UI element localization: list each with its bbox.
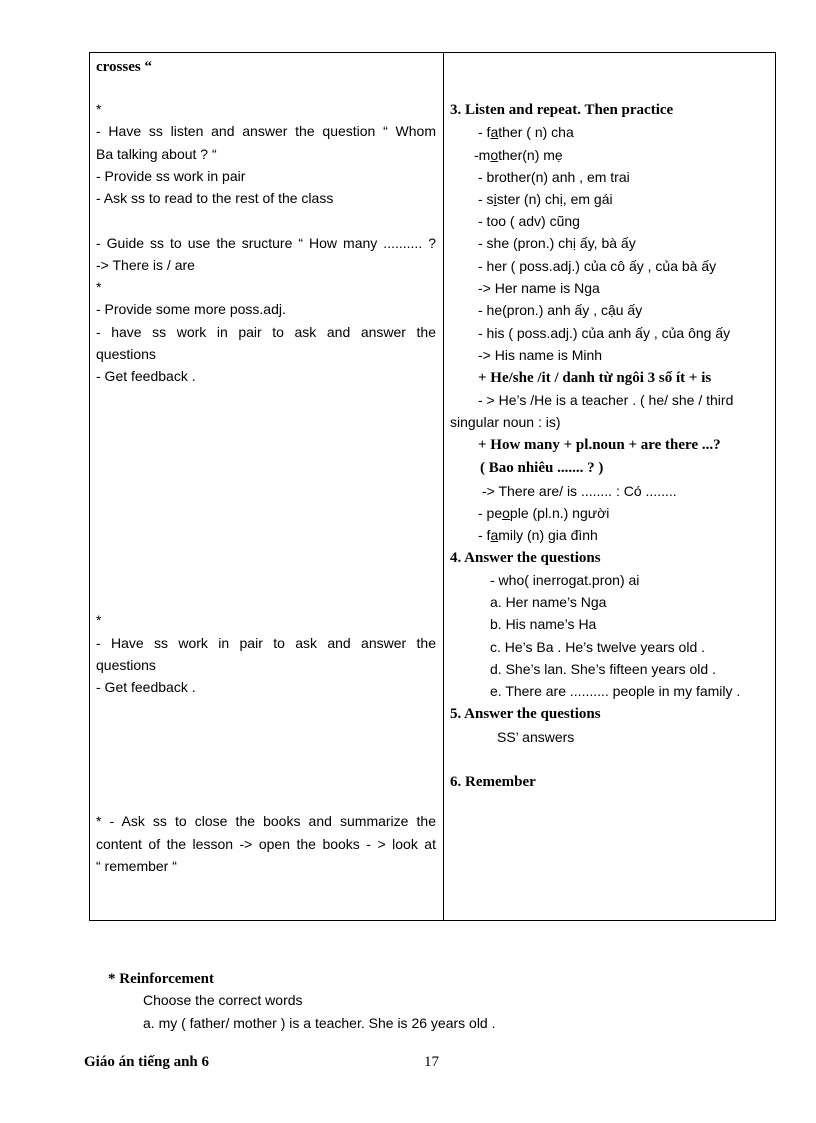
left-line: - Guide ss to use the sructure “ How many .......... ? <box>96 235 436 251</box>
vocab-item: - who( inerrogat.pron) ai <box>490 572 640 588</box>
left-line: - have ss work in pair to ask and answer the <box>96 324 436 340</box>
answer-line: c. He’s Ba . He’s twelve years old . <box>490 639 706 655</box>
left-line: “ remember “ <box>96 858 177 874</box>
reinforcement-instruction: Choose the correct words <box>143 992 303 1008</box>
vocab-item: -mother(n) mẹ <box>474 147 563 163</box>
column-divider <box>443 52 444 921</box>
vocab-item: - brother(n) anh , em trai <box>478 169 630 185</box>
left-line: - Have ss work in pair to ask and answer the <box>96 635 436 651</box>
vocab-item: - people (pl.n.) người <box>478 505 610 521</box>
answer-line: b. His name’s Ha <box>490 616 597 632</box>
grammar-example: -> There are/ is ........ : Có ........ <box>482 483 677 499</box>
answer-line: e. There are .......... people in my family . <box>490 683 741 699</box>
section-heading-5: 5. Answer the questions <box>450 706 601 722</box>
grammar-example: - > He’s /He is a teacher . ( he/ she / third <box>478 392 734 408</box>
answer-line: SS’ answers <box>497 729 575 745</box>
left-line: - Have ss listen and answer the question “ Whom <box>96 123 436 139</box>
left-line: - Get feedback . <box>96 679 196 695</box>
grammar-example: singular noun : is) <box>450 414 561 430</box>
page-number: 17 <box>424 1054 439 1070</box>
vocab-item: - his ( poss.adj.) của anh ấy , của ông ấy <box>478 325 731 341</box>
grammar-rule: + He/she /it / danh từ ngôi 3 số ít + is <box>478 370 712 386</box>
footer-title: Giáo án tiếng anh 6 <box>84 1054 210 1070</box>
left-line: Ba talking about ? “ <box>96 146 217 162</box>
left-line: * - Ask ss to close the books and summarize the <box>96 813 436 829</box>
vocab-example: -> His name is Minh <box>478 347 603 363</box>
grammar-rule: + How many + pl.noun + are there ...? <box>478 437 721 453</box>
vocab-item: - she (pron.) chị ấy, bà ấy <box>478 235 636 251</box>
left-line: * <box>96 612 102 628</box>
left-line: crosses “ <box>96 59 152 75</box>
left-line: - Ask ss to read to the rest of the class <box>96 190 334 206</box>
left-line: content of the lesson -> open the books - > look at <box>96 836 436 852</box>
grammar-rule: ( Bao nhiêu ....... ? ) <box>480 460 604 476</box>
vocab-item: - too ( adv) cũng <box>478 213 580 229</box>
left-line: questions <box>96 657 156 673</box>
section-heading-4: 4. Answer the questions <box>450 550 601 566</box>
left-line: - Provide ss work in pair <box>96 168 246 184</box>
vocab-example: -> Her name is Nga <box>478 280 600 296</box>
vocab-item: - family (n) gia đình <box>478 527 598 543</box>
reinforcement-item: a. my ( father/ mother ) is a teacher. She is 26 years old . <box>143 1015 496 1031</box>
left-line: * <box>96 101 102 117</box>
section-heading-3: 3. Listen and repeat. Then practice <box>450 102 674 118</box>
left-line: - Get feedback . <box>96 368 196 384</box>
vocab-item: - her ( poss.adj.) của cô ấy , của bà ấy <box>478 258 717 274</box>
left-line: -> There is / are <box>96 257 195 273</box>
vocab-item: - he(pron.) anh ấy , cậu ấy <box>478 302 643 318</box>
left-line: questions <box>96 346 156 362</box>
vocab-item: - sister (n) chị, em gái <box>478 191 613 207</box>
left-line: - Provide some more poss.adj. <box>96 301 286 317</box>
left-line: * <box>96 279 102 295</box>
reinforcement-title: * Reinforcement <box>108 971 214 987</box>
answer-line: a. Her name’s Nga <box>490 594 607 610</box>
answer-line: d. She’s lan. She’s fifteen years old . <box>490 661 716 677</box>
section-heading-6: 6. Remember <box>450 774 536 790</box>
vocab-item: - father ( n) cha <box>478 124 574 140</box>
